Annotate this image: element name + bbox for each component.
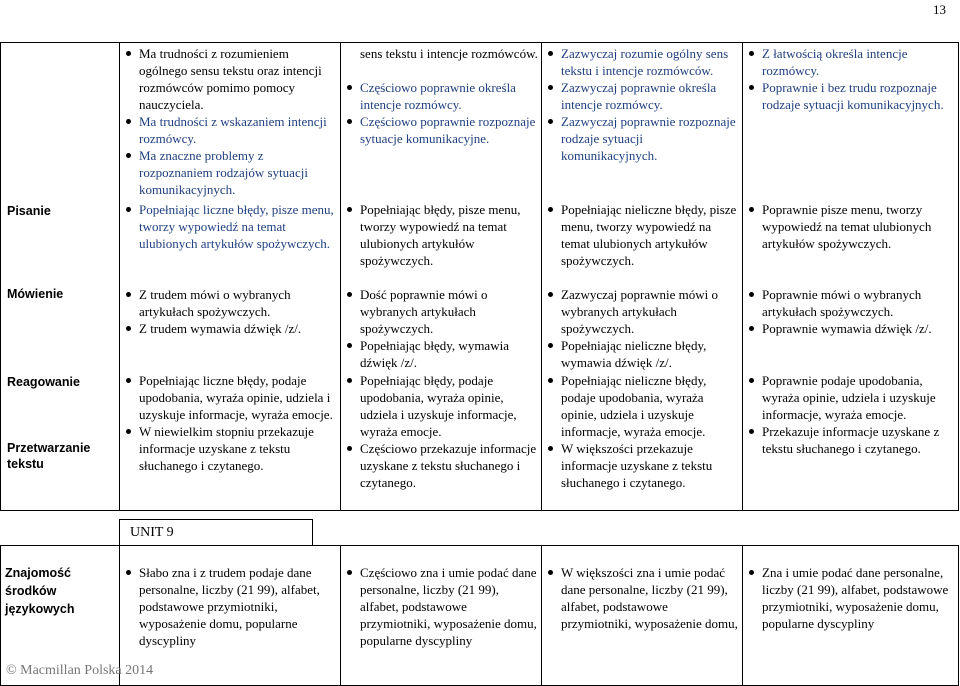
category-mowienie: Mówienie [7, 287, 64, 301]
assessment-table [0, 42, 959, 511]
list-item: Ma trudności z wskazaniem intencji rozmówcy. [124, 113, 338, 147]
list-item: W niewielkim stopniu przekazuje informacje uzyskane z tekstu słuchanego i czytanego. [124, 423, 338, 474]
col2-intro-continuation: sens tekstu i intencje rozmówców. [360, 46, 538, 61]
copyright-footer: © Macmillan Polska 2014 [6, 663, 154, 678]
list-item: Zazwyczaj rozumie ogólny sens tekstu i intencje rozmówców. [546, 45, 740, 79]
list-item: Popełniając nieliczne błędy, pisze menu, tworzy wypowiedź na temat ulubionych artykułów spożywczych. [546, 201, 740, 269]
category-column [1, 43, 120, 511]
list-item: Z trudem wymawia dźwięk /z/. [124, 320, 338, 337]
list-item: Zna i umie podać dane personalne, liczby (21 99), alfabet, podstawowe przymiotniki, wyposażenie domu, popularne dyscypliny [747, 564, 954, 632]
col4-mowienie-list [747, 286, 956, 337]
list-item: Poprawnie wymawia dźwięk /z/. [747, 320, 956, 337]
list-item: Częściowo poprawnie określa intencje rozmówcy. [345, 79, 539, 113]
col2-mowienie-list [345, 286, 539, 371]
grade-column-1 [120, 43, 341, 511]
col1-reagowanie-list [124, 372, 338, 474]
list-item: Popełniając nieliczne błędy, podaje upodobania, wyraża opinie, udziela i uzyskuje informacje, wyraża emocje. [546, 372, 740, 440]
list-item: Popełniając liczne błędy, pisze menu, tworzy wypowiedź na temat ulubionych artykułów spożywczych. [124, 201, 338, 252]
bottom-grade-column-4 [743, 546, 959, 686]
col3-intro-list [546, 45, 740, 164]
category-znajomosc: Znajomość środków językowych [1, 546, 120, 686]
col2-reagowanie-list [345, 372, 539, 491]
list-item: Poprawnie pisze menu, tworzy wypowiedź na temat ulubionych artykułów spożywczych. [747, 201, 956, 252]
list-item: Z trudem mówi o wybranych artykułach spożywczych. [124, 286, 338, 320]
col1-pisanie-list [124, 201, 338, 252]
list-item: Poprawnie mówi o wybranych artykułach spożywczych. [747, 286, 956, 320]
col3-mowienie-list [546, 286, 740, 371]
grade-column-4 [743, 43, 959, 511]
list-item: Zazwyczaj poprawnie rozpoznaje rodzaje sytuacji komunikacyjnych. [546, 113, 740, 164]
list-item: Częściowo poprawnie rozpoznaje sytuacje komunikacyjne. [345, 113, 539, 147]
category-reagowanie: Reagowanie [7, 375, 80, 389]
grade-column-3 [542, 43, 743, 511]
list-item: Popełniając błędy, pisze menu, tworzy wypowiedź na temat ulubionych artykułów spożywczych. [345, 201, 539, 269]
list-item: W większości zna i umie podać dane personalne, liczby (21 99), alfabet, podstawowe przymiotniki, wyposażenie domu, [546, 564, 738, 632]
bottom-col2-list [345, 564, 537, 649]
col3-pisanie-list [546, 201, 740, 269]
list-item: Dość poprawnie mówi o wybranych artykułach spożywczych. [345, 286, 539, 337]
list-item: Ma znaczne problemy z rozpoznaniem rodzajów sytuacji komunikacyjnych. [124, 147, 338, 198]
list-item: Słabo zna i z trudem podaje dane personalne, liczby (21 99), alfabet, podstawowe przymiotniki, wyposażenie domu, popularne dyscypliny [124, 564, 336, 649]
col2-intro-list [345, 79, 539, 147]
col2-pisanie-list [345, 201, 539, 269]
bottom-col3-list [546, 564, 738, 632]
bottom-grade-column-2 [341, 546, 542, 686]
col4-pisanie-list [747, 201, 956, 252]
list-item: Poprawnie podaje upodobania, wyraża opinie, udziela i uzyskuje informacje, wyraża emocje. [747, 372, 956, 423]
list-item: Częściowo przekazuje informacje uzyskane z tekstu słuchanego i czytanego. [345, 440, 539, 491]
unit-heading: UNIT 9 [119, 519, 313, 545]
category-przetwarzanie: Przetwarzanie tekstu [7, 441, 91, 471]
list-item: Popełniając błędy, wymawia dźwięk /z/. [345, 337, 539, 371]
list-item: Popełniając liczne błędy, podaje upodobania, wyraża opinie, udziela i uzyskuje informacje, wyraża emocje. [124, 372, 338, 423]
grade-column-2 [341, 43, 542, 511]
bottom-col4-list [747, 564, 954, 632]
col1-mowienie-list [124, 286, 338, 337]
col1-intro-list [124, 45, 338, 198]
list-item: Poprawnie i bez trudu rozpoznaje rodzaje sytuacji komunikacyjnych. [747, 79, 956, 113]
list-item: Popełniając nieliczne błędy, wymawia dźwięk /z/. [546, 337, 740, 371]
col4-intro-list [747, 45, 956, 113]
category-pisanie: Pisanie [7, 204, 51, 218]
list-item: Zazwyczaj poprawnie mówi o wybranych artykułach spożywczych. [546, 286, 740, 337]
list-item: Częściowo zna i umie podać dane personalne, liczby (21 99), alfabet, podstawowe przymiotniki, wyposażenie domu, popularne dyscypliny [345, 564, 537, 649]
list-item: Z łatwością określa intencje rozmówcy. [747, 45, 956, 79]
bottom-grade-column-3 [542, 546, 743, 686]
list-item: Zazwyczaj poprawnie określa intencje rozmówcy. [546, 79, 740, 113]
list-item: Popełniając błędy, podaje upodobania, wyraża opinie, udziela i uzyskuje informacje, wyraża emocje. [345, 372, 539, 440]
col3-reagowanie-list [546, 372, 740, 491]
page-number: 13 [933, 2, 946, 17]
bottom-col1-list [124, 564, 336, 649]
list-item: W większości przekazuje informacje uzyskane z tekstu słuchanego i czytanego. [546, 440, 740, 491]
list-item: Przekazuje informacje uzyskane z tekstu słuchanego i czytanego. [747, 423, 956, 457]
col4-reagowanie-list [747, 372, 956, 457]
list-item: Ma trudności z rozumieniem ogólnego sensu tekstu oraz intencji rozmówców pomimo pomocy nauczyciela. [124, 45, 338, 113]
